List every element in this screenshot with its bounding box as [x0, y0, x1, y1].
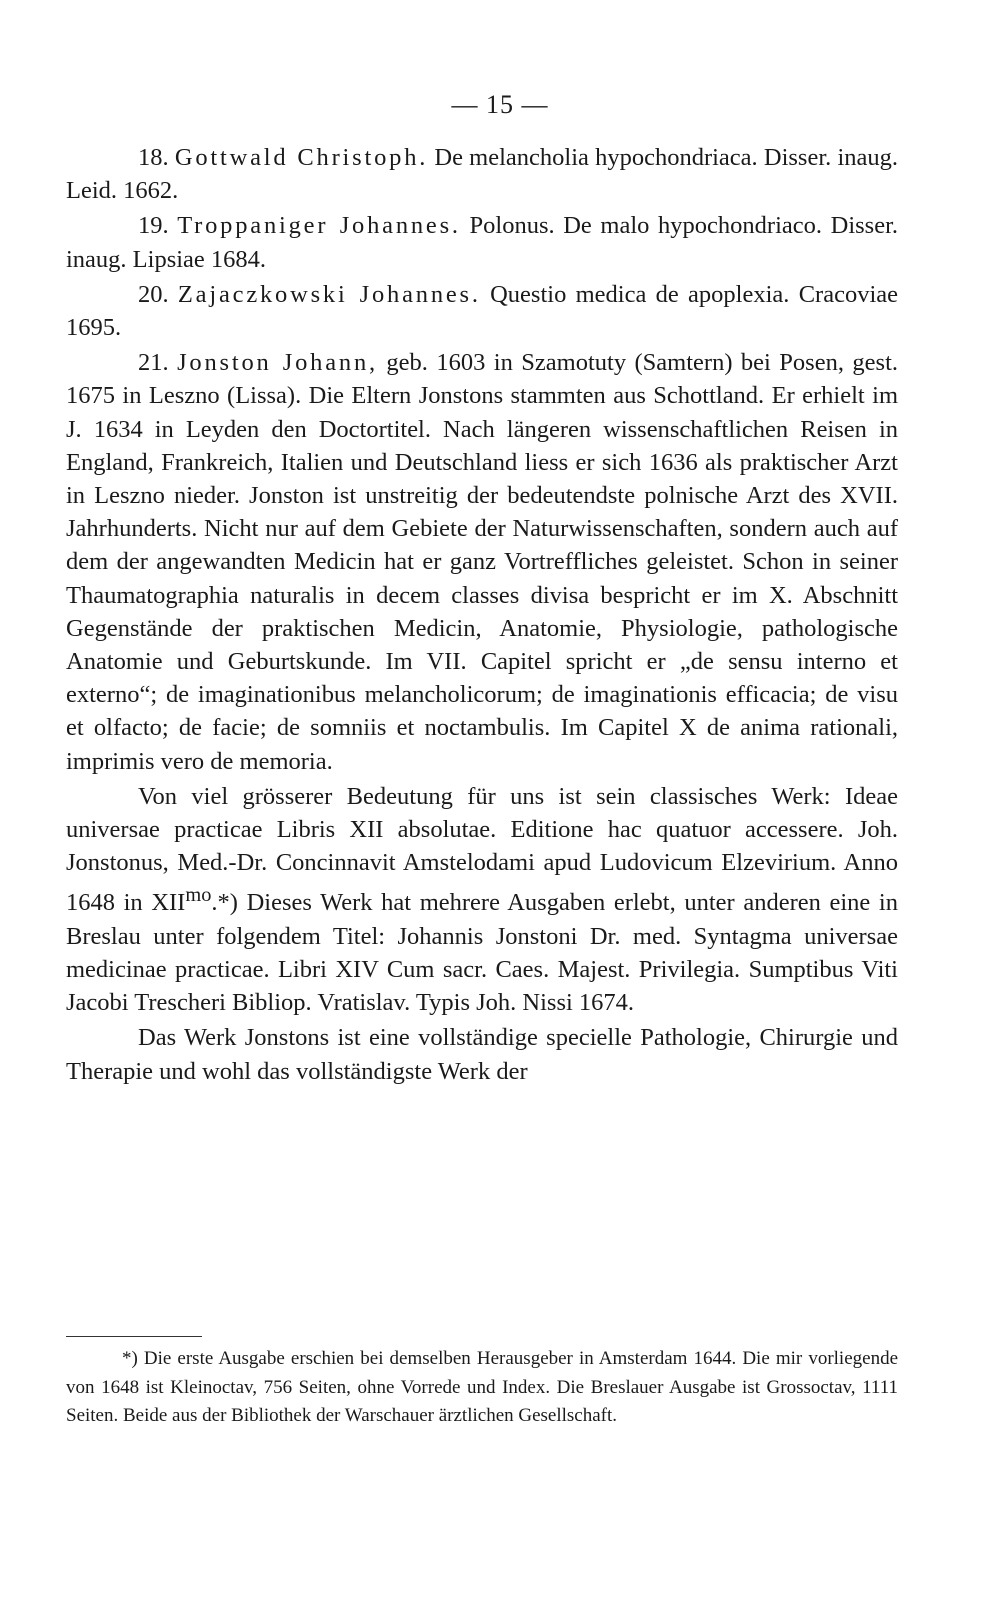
body-text — [66, 141, 898, 1088]
entry-number: 20. — [138, 280, 169, 308]
entry-number: 19. — [138, 212, 169, 240]
entry-author: Gottwald Christoph. — [174, 144, 429, 171]
entry-author: Troppaniger Johannes. — [177, 212, 461, 240]
paragraph-work — [66, 780, 898, 1020]
footnote-rule — [66, 1336, 202, 1337]
entry-author: Zajaczkowski Johannes. — [177, 280, 481, 308]
entry-21 — [66, 346, 898, 778]
footnote: *) Die erste Ausgabe erschien bei demselben Herausgeber in Amsterdam 1644. Die mir vorliegende von 1648 ist Kleinoctav, 756 Seiten, ohne Vorrede und Index. Die Breslauer Ausgabe ist Grossoctav, 1111 Seiten. Beide aus der Bibliothek der Warschauer ärztlichen Gesellschaft. — [66, 1348, 898, 1426]
paragraph-text: .*) Dieses Werk hat mehrere Ausgaben erlebt, unter anderen eine in Breslau unter folgendem Titel: Johannis Jonstoni Dr. med. Syntagma universae medicinae practicae. Libri XIV Cum sacr. Caes. Majest. Privilegia. Sumptibus Viti Jacobi Trescheri Bibliop. Vratislav. Typis Joh. Nissi 1674. — [66, 889, 898, 1017]
entry-text: Questio medica de apoplexia. Cracoviae 1695. — [66, 280, 899, 342]
entry-text: geb. 1603 in Szamotuty (Samtern) bei Posen, gest. 1675 in Leszno (Lissa). Die Eltern Jonstons stammten aus Schottland. Er erhielt im J. 1634 in Leyden den Doctortitel. Nach längeren wissenschaftlichen Reisen in England, Frankreich, Italien und Deutschland liess er sich 1636 als praktischer Arzt in Leszno nieder. Jonston ist unstreitig der bedeutendste polnische Arzt des XVII. Jahrhunderts. Nicht nur auf dem Gebiete der Naturwissenschaften, sondern auch auf dem der angewandten Medicin hat er ganz Vortreffliches geleistet. Schon in seiner Thaumatographia naturalis in decem classes divisa bespricht er im X. Abschnitt Gegenstände der praktischen Medicin, Anatomie, Physiologie, pathologische Anatomie und Geburtskunde. Im VII. Capitel spricht er „de sensu interno et externo“; de imaginationibus melancholicorum; de imaginationis efficacia; de visu et olfacto; de facie; de somniis et noctambulis. Im Capitel X de anima rationali, imprimis vero de memoria. — [66, 349, 899, 775]
paragraph-last: Das Werk Jonstons ist eine vollständige specielle Pathologie, Chirurgie und Therapie und wohl das vollständigste Werk der — [66, 1024, 898, 1085]
entry-19 — [66, 209, 898, 275]
entry-20 — [66, 278, 898, 344]
superscript: mo — [185, 884, 212, 907]
entry-number: 21. — [138, 349, 169, 377]
entry-18 — [66, 141, 898, 207]
entry-text: De melancholia hypochondriaca. Disser. inaug. Leid. 1662. — [66, 144, 899, 205]
entry-number: 18. — [138, 144, 169, 171]
paragraph-text: Von viel grösserer Bedeutung für uns ist sein classisches Werk: Ideae universae practicae Libris XII absolutae. Editione hac quatuor accessere. Joh. Jonstonus, Med.-Dr. Concinnavit Amstelodami apud Ludovicum Elzevirium. Anno 1648 in XII — [66, 782, 898, 917]
entry-author: Jonston Johann, — [177, 349, 378, 377]
page-number: — 15 — — [451, 90, 549, 119]
entry-text: Polonus. De malo hypochondriaco. Disser. inaug. Lipsiae 1684. — [66, 212, 899, 273]
